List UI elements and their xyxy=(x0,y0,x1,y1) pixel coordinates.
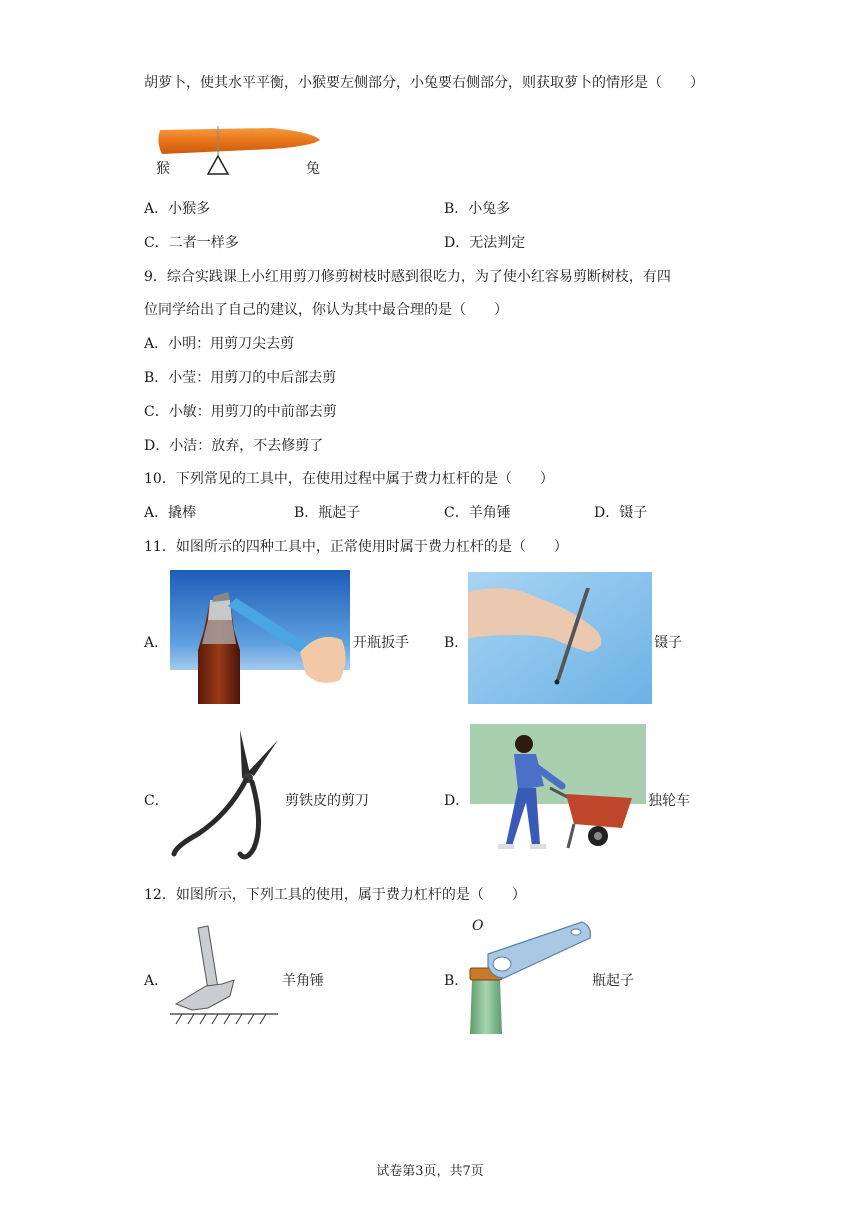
q10-option-d: D．镊子 xyxy=(594,505,648,521)
tweezers-photo xyxy=(468,572,652,704)
tin-snips-image xyxy=(168,724,284,864)
q12-option-a-letter: A． xyxy=(144,973,169,989)
q12-stem: 12．如图所示，下列工具的使用，属于费力杠杆的是（ ） xyxy=(144,887,526,903)
pivot-o-label: O xyxy=(472,918,484,934)
q11-option-c-caption: 剪铁皮的剪刀 xyxy=(285,793,369,809)
q11-stem: 11．如图所示的四种工具中，正常使用时属于费力杠杆的是（ ） xyxy=(144,539,568,555)
q11-option-b-caption: 镊子 xyxy=(654,635,682,651)
q9-stem-line2: 位同学给出了自己的建议，你认为其中最合理的是（ ） xyxy=(144,302,508,318)
q8-option-b: B．小兔多 xyxy=(444,201,511,217)
bottle-opener-photo xyxy=(170,570,350,704)
q9-option-a: A．小明：用剪刀尖去剪 xyxy=(144,336,295,352)
tin-snips-photo xyxy=(168,724,284,864)
q11-option-a-letter: A． xyxy=(144,635,169,651)
q8-option-c: C．二者一样多 xyxy=(144,235,239,251)
q9-option-c: C．小敏：用剪刀的中前部去剪 xyxy=(144,404,337,420)
claw-hammer-image xyxy=(168,922,280,1028)
q11-option-d-letter: D． xyxy=(444,793,470,809)
q11-option-d-caption: 独轮车 xyxy=(648,793,690,809)
q11-option-c-letter: C． xyxy=(144,793,169,809)
q11-option-b-letter: B． xyxy=(444,635,469,651)
q12-option-b-letter: B． xyxy=(444,973,469,989)
claw-hammer-diagram xyxy=(168,922,280,1028)
bottle-opener-image xyxy=(170,570,350,704)
q9-option-d: D．小洁：放弃，不去修剪了 xyxy=(144,438,324,454)
q10-stem: 10．下列常见的工具中，在使用过程中属于费力杠杆的是（ ） xyxy=(144,471,554,487)
carrot-balance-figure xyxy=(152,116,328,182)
q8-option-a: A．小猴多 xyxy=(144,201,211,217)
q10-option-c: C．羊角锤 xyxy=(444,505,511,521)
q8-option-d: D．无法判定 xyxy=(444,235,526,251)
q10-option-a: A．撬棒 xyxy=(144,505,197,521)
wheelbarrow-photo xyxy=(470,724,646,862)
carrot-illustration xyxy=(152,116,328,182)
q9-option-b: B．小莹：用剪刀的中后部去剪 xyxy=(144,370,337,386)
q10-option-b: B．瓶起子 xyxy=(294,505,361,521)
wheelbarrow-image xyxy=(470,724,646,862)
monkey-label: 猴 xyxy=(156,161,170,177)
page-footer: 试卷第3页，共7页 xyxy=(376,1164,484,1179)
tweezers-image xyxy=(468,572,652,704)
q8-stem: 胡萝卜，使其水平平衡，小猴要左侧部分，小兔要右侧部分，则获取萝卜的情形是（ ） xyxy=(144,75,704,91)
q12-option-b-caption: 瓶起子 xyxy=(592,973,634,989)
rabbit-label: 兔 xyxy=(306,161,320,177)
q12-option-a-caption: 羊角锤 xyxy=(282,973,324,989)
q11-option-a-caption: 开瓶扳手 xyxy=(353,635,409,651)
q9-stem-line1: 9．综合实践课上小红用剪刀修剪树枝时感到很吃力，为了使小红容易剪断树枝，有四 xyxy=(144,269,671,285)
